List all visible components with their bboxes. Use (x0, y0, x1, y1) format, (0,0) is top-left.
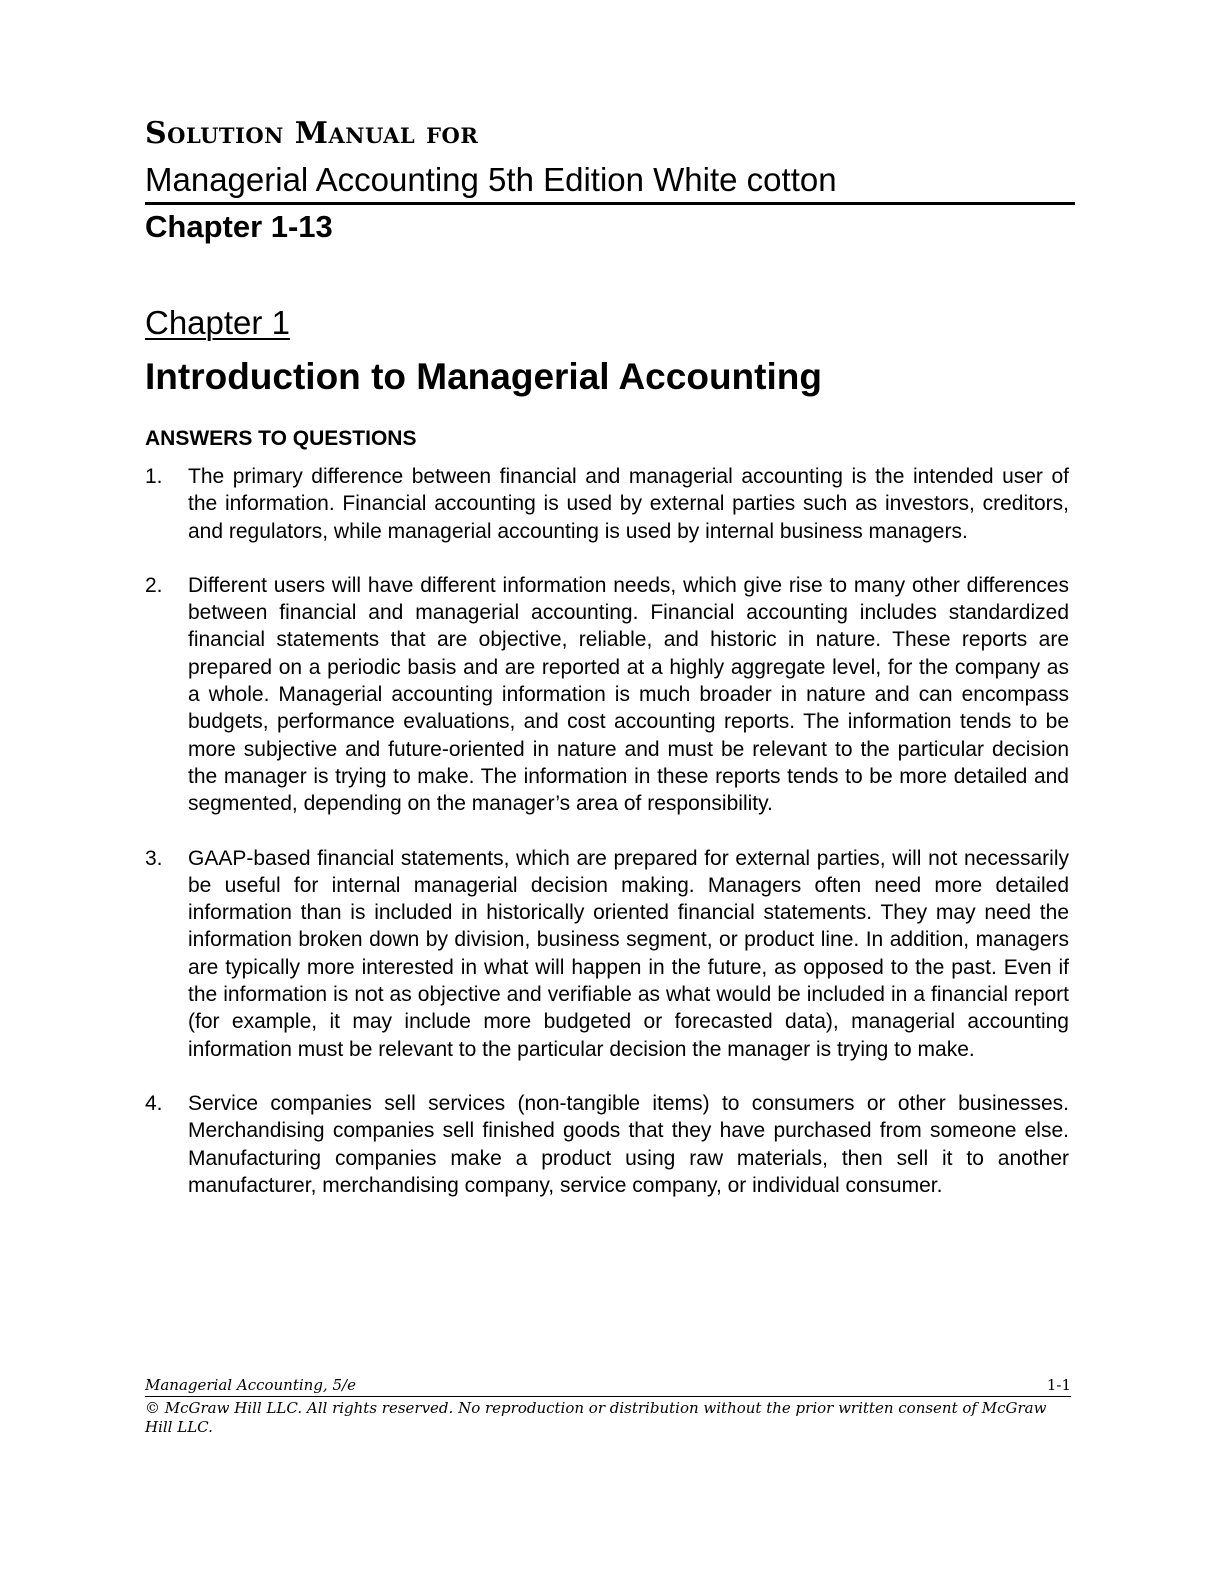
section-heading: ANSWERS TO QUESTIONS (145, 427, 417, 450)
answer-text: The primary difference between financial and managerial accounting is the intended user of the information. Financial accounting is used by external parties such as investors, creditors, and regulators, while managerial accounting is used by internal business managers. (188, 465, 1069, 543)
footer-book-title: Managerial Accounting, 5/e (145, 1376, 356, 1394)
answer-text: GAAP-based financial statements, which are prepared for external parties, will not necessarily be useful for internal managerial decision making. Managers often need more detailed information than is included in historically oriented financial statements. They may need the information broken down by division, business segment, or product line. In addition, managers are typically more interested in what will happen in the future, as opposed to the past. Even if the information is not as objective and verifiable as what would be included in a financial report (for example, it may include more budgeted or forecasted data), managerial accounting information must be relevant to the particular decision the manager is trying to make. (188, 846, 1069, 1061)
footer-top-line (145, 1376, 1071, 1397)
answer-text: Service companies sell services (non-tangible items) to consumers or other businesses. Merchandising companies sell finished goods that they have purchased from someone else. Manufacturing companies make a product using raw materials, then sell it to another manufacturer, merchandising company, service company, or individual consumer. (188, 1091, 1069, 1197)
answer-number: 1. (145, 465, 163, 488)
chapter-title: Introduction to Managerial Accounting (145, 356, 822, 397)
answer-item-4 (145, 1090, 1069, 1199)
chapter-label: Chapter 1 (145, 304, 290, 341)
page-footer (145, 1376, 1071, 1437)
answer-number: 3. (145, 846, 163, 870)
answer-number: 4. (145, 1091, 163, 1115)
chapter-range: Chapter 1-13 (145, 209, 333, 244)
answer-text: Different users will have different information needs, which give rise to many other differences between financial and managerial accounting. Financial accounting includes standardized financial statements that are objective, reliable, and historic in nature. These reports are prepared on a periodic basis and are reported at a highly aggregate level, for the company as a whole. Managerial accounting information is much broader in nature and can encompass budgets, performance evaluations, and cost accounting reports. The information tends to be more subjective and future-oriented in nature and must be relevant to the particular decision the manager is trying to make. The information in these reports tends to be more detailed and segmented, depending on the manager’s area of responsibility. (188, 573, 1069, 816)
footer-page-number: 1-1 (1046, 1376, 1071, 1394)
book-subtitle: Managerial Accounting 5th Edition White cotton (145, 160, 1075, 205)
answers-list (145, 463, 1069, 1226)
banner-title: Solution Manual for (145, 116, 479, 151)
footer-copyright: © McGraw Hill LLC. All rights reserved. No reproduction or distribution without the prior written consent of McGraw Hill LLC. (145, 1399, 1047, 1436)
answer-item-1 (145, 463, 1069, 545)
answer-item-3 (145, 845, 1069, 1063)
answer-number: 2. (145, 573, 163, 597)
answer-item-2 (145, 572, 1069, 818)
